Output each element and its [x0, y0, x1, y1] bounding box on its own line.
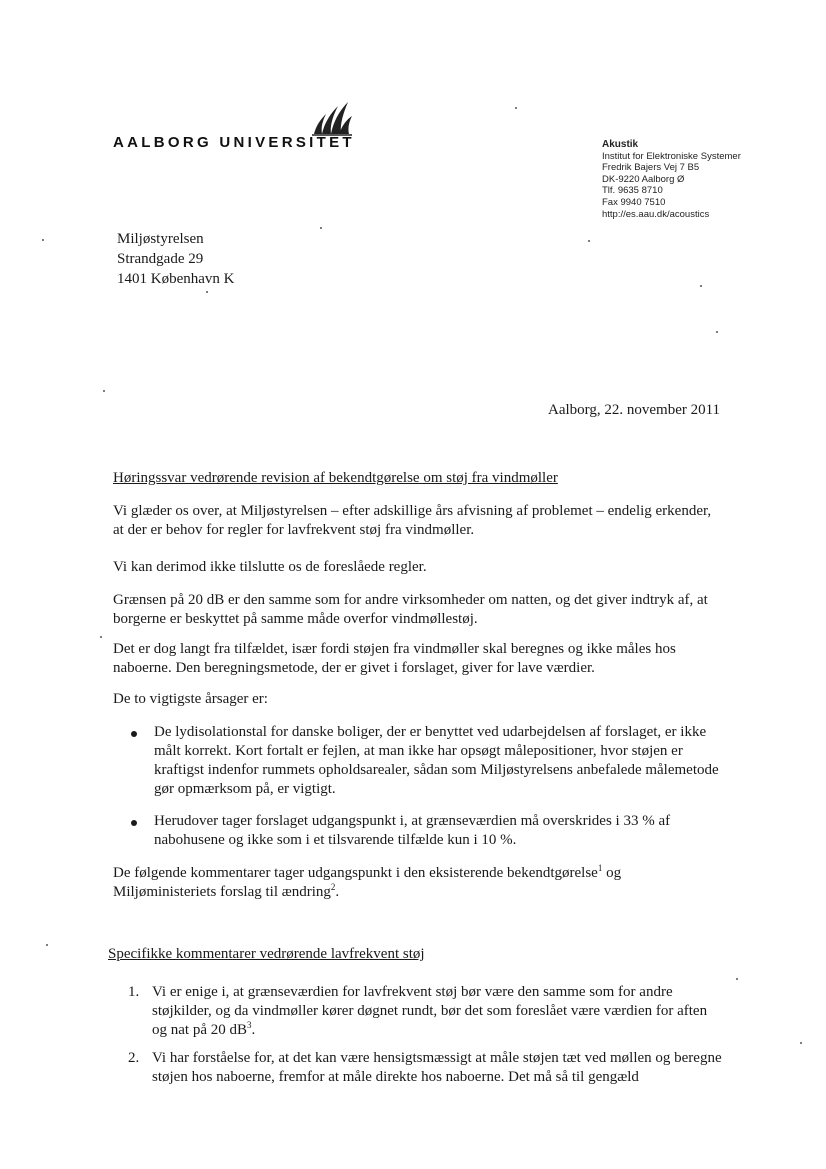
- scan-speck: [103, 390, 105, 392]
- scan-speck: [46, 944, 48, 946]
- numbered-item-label: 1.: [128, 984, 140, 1000]
- bullet-icon: [131, 731, 137, 737]
- scan-speck: [320, 227, 322, 229]
- scan-speck: [588, 240, 590, 242]
- body-paragraph: Vi glæder os over, at Miljøstyrelsen – efter adskillige års afvisning af problemet – endelig erkender, at der er behov for regler for lavfrekvent støj fra vindmøller.: [113, 503, 712, 538]
- scan-speck: [100, 636, 102, 638]
- department-line: Fredrik Bajers Vej 7 B5: [602, 162, 700, 174]
- scan-speck: [716, 331, 718, 333]
- bullet-list-item: Herudover tager forslaget udgangspunkt i, at grænseværdien må overskrides i 33 % af nabohusene og ikke som i et tilsvarende tilfælde kun i 10 %.: [154, 813, 671, 848]
- body-paragraph: Vi kan derimod ikke tilslutte os de foreslåede regler.: [113, 559, 427, 575]
- numbered-item-text: .: [251, 1022, 256, 1038]
- footnote-ref: 1: [597, 863, 603, 873]
- university-name: AALBORG UNIVERSITET: [113, 134, 355, 151]
- numbered-list-item: [152, 983, 722, 1040]
- scan-speck: [700, 285, 702, 287]
- closing-text: og Miljøministeriets forslag til ændring: [113, 865, 622, 900]
- bullet-icon: [131, 820, 137, 826]
- department-line: Tlf. 9635 8710: [602, 185, 663, 197]
- numbered-list-item: [152, 1049, 722, 1087]
- department-line: DK-9220 Aalborg Ø: [602, 173, 685, 185]
- department-title: Akustik: [602, 139, 639, 150]
- department-address-block: [602, 139, 741, 220]
- body-paragraph: De to vigtigste årsager er:: [113, 691, 268, 707]
- closing-paragraph: [113, 864, 713, 902]
- department-line: Institut for Elektroniske Systemer: [602, 150, 741, 162]
- footnote-ref: 3: [247, 1020, 252, 1030]
- letter-subject: Høringssvar vedrørende revision af bekendtgørelse om støj fra vindmøller: [113, 470, 558, 486]
- recipient-name: Miljøstyrelsen: [117, 231, 204, 247]
- scan-speck: [736, 978, 738, 980]
- footnote-ref: 2: [330, 882, 336, 892]
- numbered-item-text: Vi er enige i, at grænseværdien for lavfrekvent støj bør være den samme som for andre støjkilder, og da vindmøller kører døgnet rundt, bør det som foreslået være værdien for aften og nat på 20 dB: [152, 984, 708, 1038]
- numbered-item-text: Vi har forståelse for, at det kan være hensigtsmæssigt at måle støjen tæt ved møllen og beregne støjen hos naboerne, fremfor at måle direkte hos naboerne. Det må så til gengæld: [152, 1050, 722, 1085]
- closing-text: De følgende kommentarer tager udgangspunkt i den eksisterende bekendtgørelse: [113, 865, 598, 881]
- body-paragraph: Det er dog langt fra tilfældet, især fordi støjen fra vindmøller skal beregnes og ikke måles hos naboerne. Den beregningsmetode, der er givet i forslaget, giver for lave værdier.: [113, 641, 676, 676]
- section-heading: Specifikke kommentarer vedrørende lavfrekvent støj: [108, 946, 425, 962]
- recipient-city: 1401 København K: [117, 271, 235, 287]
- department-line: Fax 9940 7510: [602, 196, 666, 208]
- scan-speck: [800, 1042, 802, 1044]
- aau-logo-icon: [308, 100, 356, 136]
- numbered-item-label: 2.: [128, 1050, 140, 1066]
- letter-date: Aalborg, 22. november 2011: [548, 402, 721, 418]
- bullet-list-item: De lydisolationstal for danske boliger, der er benyttet ved udarbejdelsen af forslaget, er ikke målt korrekt. Kort fortalt er fejlen, at man ikke har opsøgt målepositioner, hvor støjen er kraftigst indenfor rummets opholdsarealer, sådan som Miljøstyrelsens anbefalede målemetode gør opmærksom på, er vigtigt.: [154, 724, 719, 797]
- body-paragraph: Grænsen på 20 dB er den samme som for andre virksomheder om natten, og det giver indtryk af, at borgerne er beskyttet på samme måde overfor vindmøllestøj.: [113, 592, 708, 627]
- recipient-address: [117, 229, 234, 289]
- closing-text: .: [335, 884, 340, 900]
- scan-speck: [206, 291, 208, 293]
- department-website: http://es.aau.dk/acoustics: [602, 208, 710, 220]
- scan-speck: [515, 107, 517, 109]
- recipient-street: Strandgade 29: [117, 251, 204, 267]
- scan-speck: [42, 239, 44, 241]
